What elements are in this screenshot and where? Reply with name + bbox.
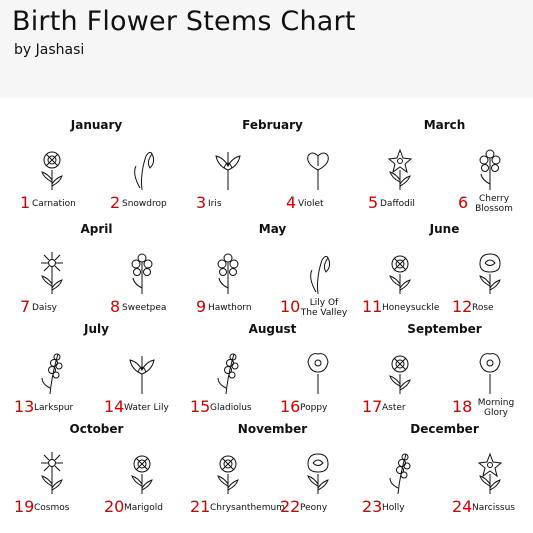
- flower-item: [98, 336, 186, 416]
- flower-item: [446, 132, 533, 212]
- holly-icon: [382, 448, 418, 496]
- flower-item: [446, 336, 533, 416]
- month-name: November: [237, 422, 308, 436]
- iris-icon: [210, 144, 246, 192]
- flower-number: 7: [20, 297, 31, 316]
- month-name: March: [423, 118, 466, 132]
- flower-name: Narcissus: [472, 503, 515, 513]
- flower-name: Cosmos: [34, 503, 70, 513]
- flower-number: 24: [452, 497, 473, 516]
- morning-glory-icon: [472, 348, 508, 396]
- month-name: July: [84, 322, 109, 336]
- flower-number: 21: [190, 497, 211, 516]
- month-december: [356, 422, 533, 522]
- flower-number: 1: [20, 193, 31, 212]
- aster-icon: [382, 348, 418, 396]
- month-january: [8, 118, 185, 218]
- flower-number: 19: [14, 497, 35, 516]
- rose-icon: [472, 248, 508, 296]
- month-august: [184, 322, 361, 422]
- month-name: October: [69, 422, 124, 436]
- flower-number: 5: [368, 193, 379, 212]
- month-may: [184, 222, 361, 322]
- snowdrop-icon: [124, 144, 160, 192]
- flower-item: [8, 336, 96, 416]
- flower-name: Water Lily: [124, 403, 169, 413]
- flower-name: Sweetpea: [122, 303, 167, 313]
- flower-name: Hawthorn: [208, 303, 252, 313]
- month-name: January: [70, 118, 123, 132]
- flower-name: Chrysanthemum: [210, 503, 285, 513]
- cherry-blossom-icon: [472, 144, 508, 192]
- flower-item: [274, 436, 362, 516]
- gladiolus-icon: [210, 348, 246, 396]
- month-name: June: [429, 222, 460, 236]
- header-band: [0, 0, 533, 98]
- flower-name: Aster: [382, 403, 406, 413]
- flower-name: Honeysuckle: [382, 303, 440, 313]
- flower-item: [356, 236, 444, 316]
- flower-item: [274, 132, 362, 212]
- larkspur-icon: [34, 348, 70, 396]
- flower-number: 15: [190, 397, 211, 416]
- flower-name: Gladiolus: [210, 403, 252, 413]
- flower-name: Poppy: [300, 403, 328, 413]
- flower-item: [184, 336, 272, 416]
- flower-item: [356, 436, 444, 516]
- violet-icon: [300, 144, 336, 192]
- page-subtitle: by Jashasi: [14, 42, 85, 58]
- water-lily-icon: [124, 348, 160, 396]
- flower-name: Marigold: [124, 503, 163, 513]
- flower-item: [8, 436, 96, 516]
- flower-name: Carnation: [32, 199, 76, 209]
- flower-item: [98, 236, 186, 316]
- sweetpea-icon: [124, 248, 160, 296]
- flower-number: 4: [286, 193, 297, 212]
- flower-name: Holly: [382, 503, 405, 513]
- month-name: December: [410, 422, 479, 436]
- flower-name: Cherry Blossom: [475, 194, 513, 214]
- flower-name: Rose: [472, 303, 494, 313]
- daisy-icon: [34, 248, 70, 296]
- month-november: [184, 422, 361, 522]
- flower-number: 3: [196, 193, 207, 212]
- carnation-icon: [34, 144, 70, 192]
- flower-item: [98, 132, 186, 212]
- flower-number: 14: [104, 397, 125, 416]
- flower-item: [184, 132, 272, 212]
- flower-item: [184, 236, 272, 316]
- cosmos-icon: [34, 448, 70, 496]
- flower-number: 13: [14, 397, 35, 416]
- month-name: May: [258, 222, 287, 236]
- month-march: [356, 118, 533, 218]
- month-name: September: [407, 322, 482, 336]
- flower-name: Daisy: [32, 303, 57, 313]
- month-june: [356, 222, 533, 322]
- daffodil-icon: [382, 144, 418, 192]
- flower-name: Snowdrop: [122, 199, 167, 209]
- flower-number: 12: [452, 297, 473, 316]
- chrysanthemum-icon: [210, 448, 246, 496]
- month-april: [8, 222, 185, 322]
- flower-item: [8, 236, 96, 316]
- flower-number: 6: [458, 193, 469, 212]
- poppy-icon: [300, 348, 336, 396]
- month-february: [184, 118, 361, 218]
- flower-item: [446, 236, 533, 316]
- flower-number: 11: [362, 297, 383, 316]
- narcissus-icon: [472, 448, 508, 496]
- flower-item: [98, 436, 186, 516]
- flower-name: Iris: [208, 199, 222, 209]
- flower-name: Larkspur: [34, 403, 74, 413]
- flower-name: Peony: [300, 503, 328, 513]
- flower-number: 8: [110, 297, 121, 316]
- honeysuckle-icon: [382, 248, 418, 296]
- flower-number: 17: [362, 397, 383, 416]
- flower-number: 20: [104, 497, 125, 516]
- month-name: April: [80, 222, 113, 236]
- lily-of-the-valley-icon: [300, 248, 336, 296]
- flower-name: Lily Of The Valley: [300, 298, 348, 318]
- page-title: Birth Flower Stems Chart: [12, 6, 356, 37]
- flower-number: 22: [280, 497, 301, 516]
- flower-number: 2: [110, 193, 121, 212]
- flower-item: [274, 336, 362, 416]
- flower-name: Daffodil: [380, 199, 415, 209]
- flower-number: 23: [362, 497, 383, 516]
- peony-icon: [300, 448, 336, 496]
- month-name: February: [242, 118, 303, 132]
- flower-item: [8, 132, 96, 212]
- flower-item: [446, 436, 533, 516]
- flower-item: [356, 336, 444, 416]
- flower-item: [274, 236, 362, 316]
- flower-number: 18: [452, 397, 473, 416]
- hawthorn-icon: [210, 248, 246, 296]
- flower-item: [356, 132, 444, 212]
- flower-name: Violet: [298, 199, 324, 209]
- flower-name: Morning Glory: [477, 398, 515, 418]
- flower-number: 9: [196, 297, 207, 316]
- month-october: [8, 422, 185, 522]
- flower-item: [184, 436, 285, 516]
- marigold-icon: [124, 448, 160, 496]
- month-july: [8, 322, 185, 422]
- month-september: [356, 322, 533, 422]
- flower-number: 10: [280, 297, 301, 316]
- month-name: August: [248, 322, 297, 336]
- flower-number: 16: [280, 397, 301, 416]
